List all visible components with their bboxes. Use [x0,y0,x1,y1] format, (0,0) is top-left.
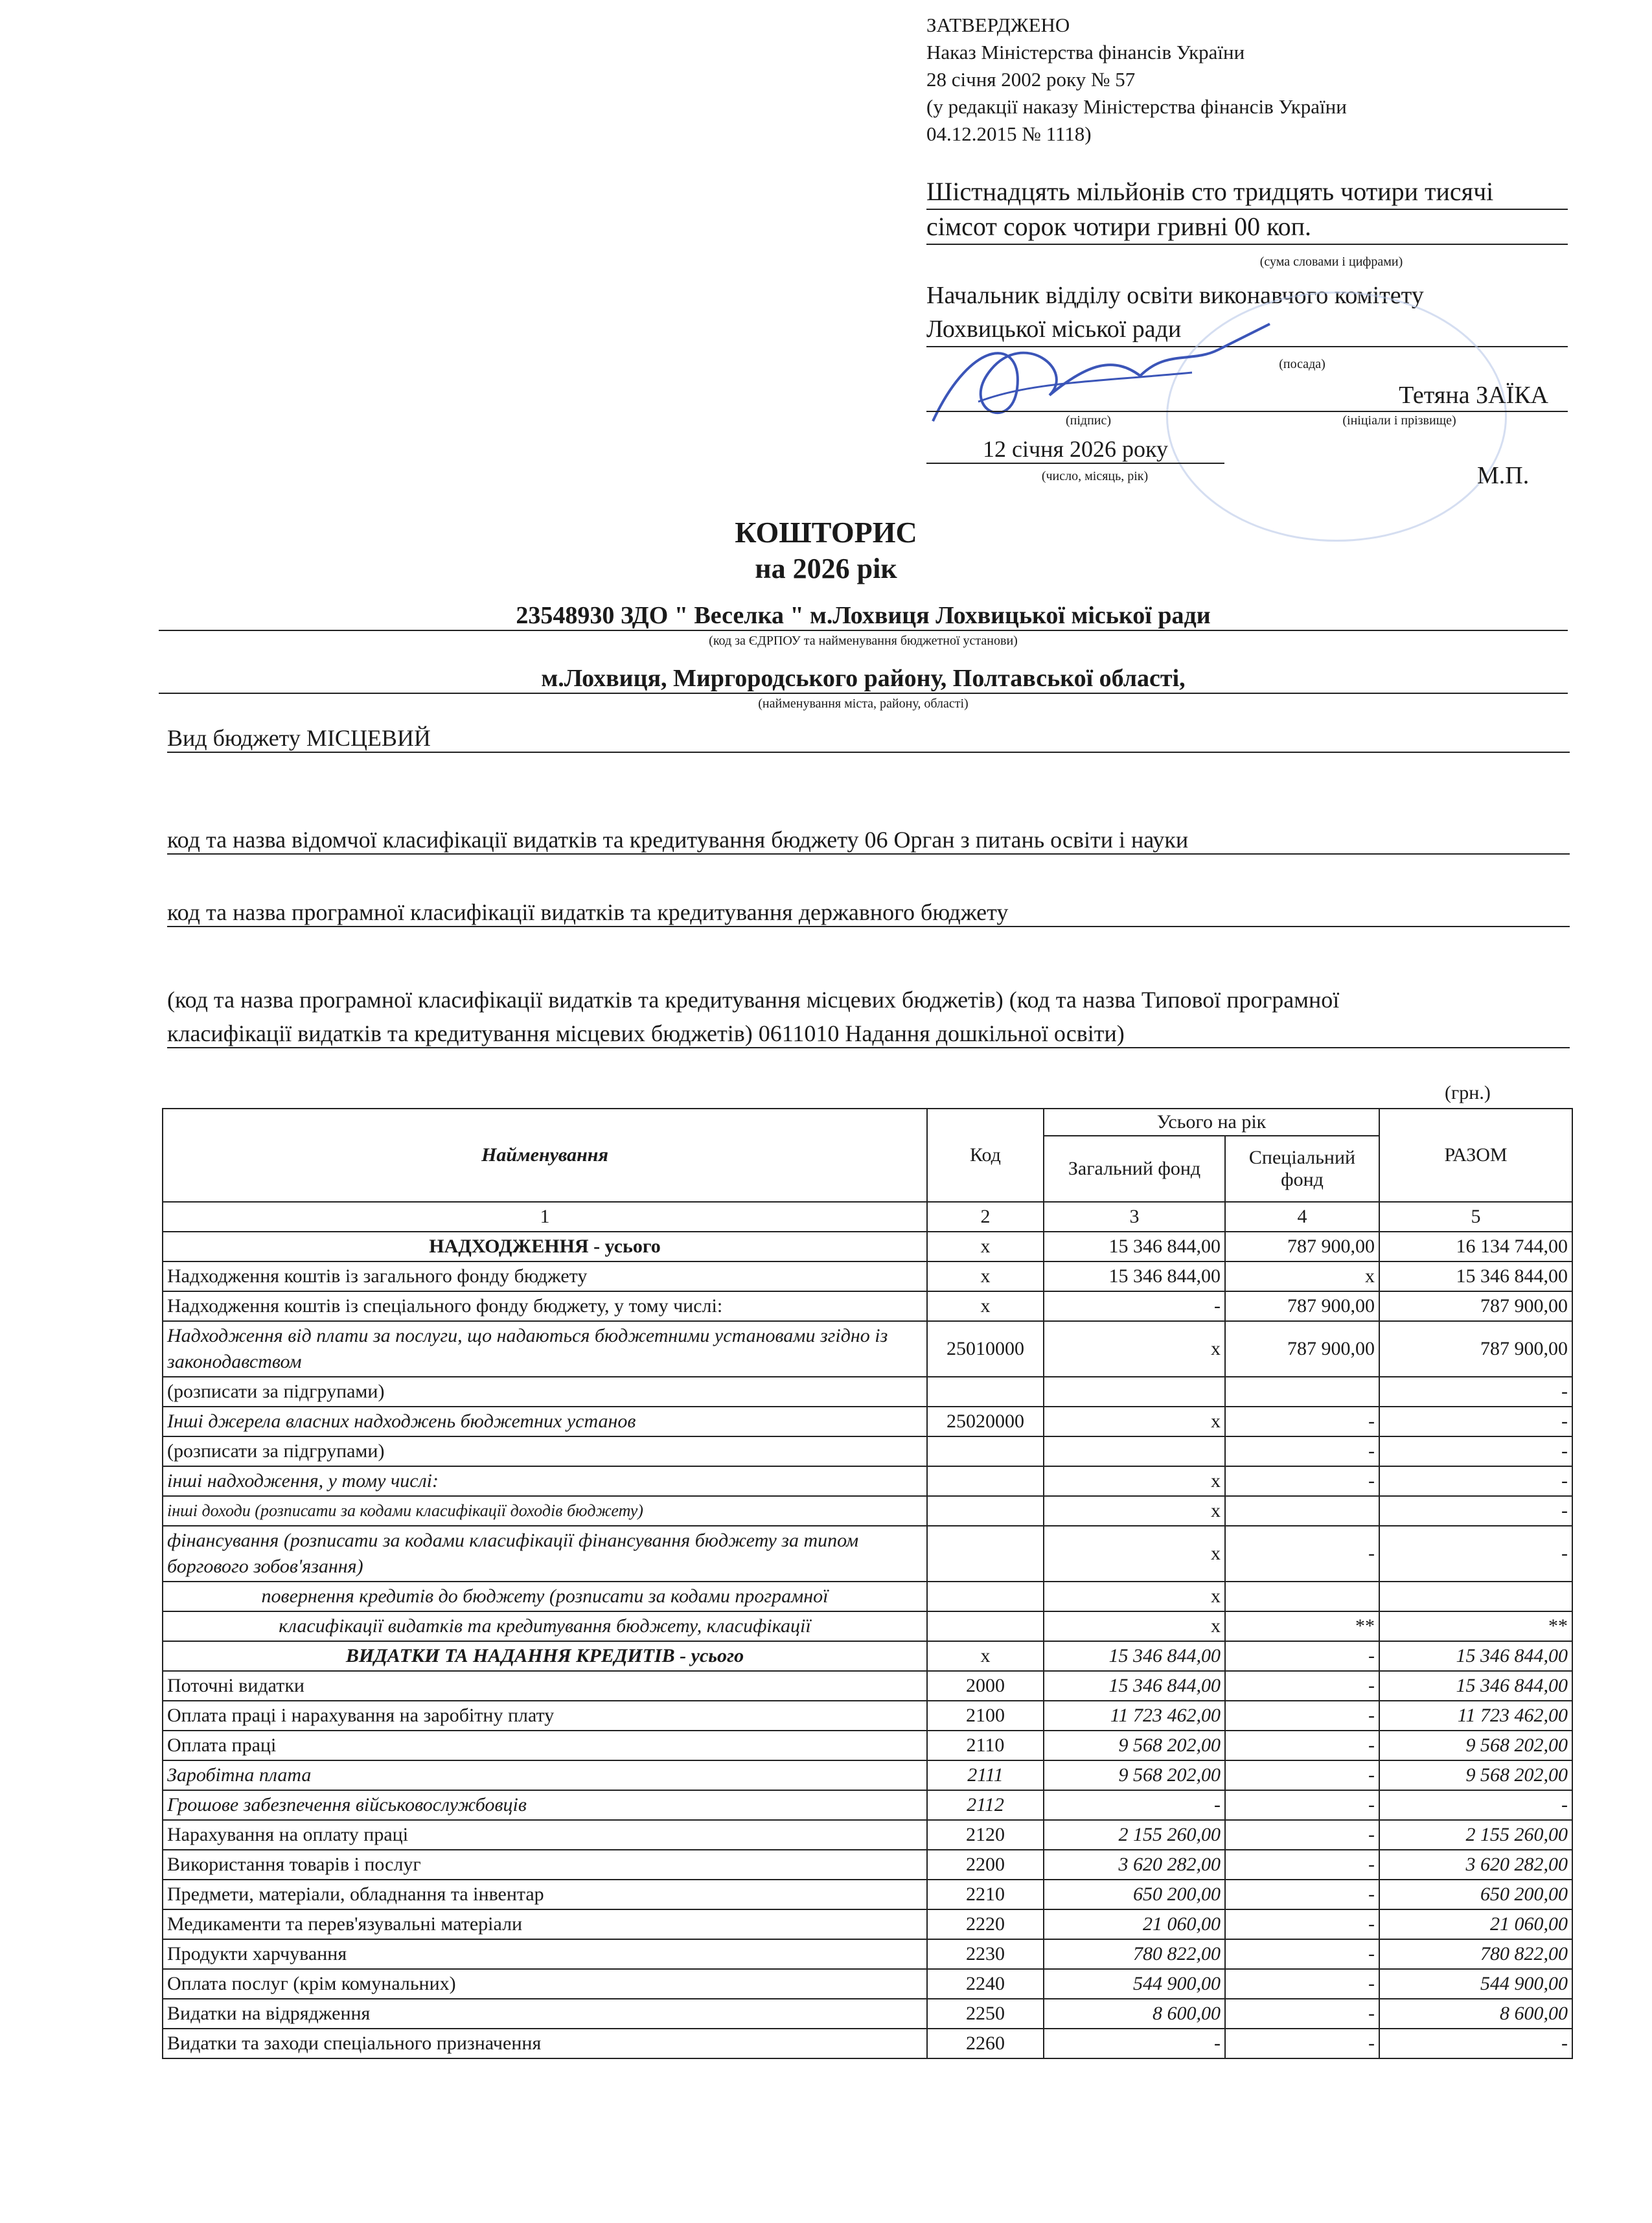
row-code: х [927,1261,1044,1291]
row-code: 2210 [927,1880,1044,1909]
table-row [163,1436,1572,1466]
row-general-fund: 2 155 260,00 [1044,1820,1225,1850]
table-row [163,1407,1572,1436]
approval-block [926,12,1347,148]
table-row [163,1261,1572,1291]
table-row [163,1880,1572,1909]
row-special-fund: 787 900,00 [1225,1321,1379,1377]
table-row [163,1760,1572,1790]
row-general-fund: х [1044,1582,1225,1611]
row-special-fund: - [1225,1939,1379,1969]
column-number: 2 [927,1202,1044,1232]
document-title: КОШТОРИС [735,516,917,549]
institution-caption: (код за ЄДРПОУ та найменування бюджетної установи) [709,634,1018,648]
row-code [927,1466,1044,1496]
row-special-fund: - [1225,1850,1379,1880]
department-classification: код та назва відомчої класифікації видатків та кредитування бюджету 06 Орган з питань освіти і науки [167,826,1570,855]
row-total: - [1379,1407,1572,1436]
row-total [1379,1582,1572,1611]
city-caption: (найменування міста, району, області) [758,697,969,711]
row-total: - [1379,1377,1572,1407]
approval-edition-date: 04.12.2015 № 1118) [926,122,1092,145]
row-code [927,1611,1044,1641]
table-row [163,1969,1572,1999]
row-general-fund: 650 200,00 [1044,1880,1225,1909]
table-row [163,1671,1572,1701]
table-row [163,1321,1572,1377]
row-special-fund: 787 900,00 [1225,1232,1379,1261]
row-special-fund: 787 900,00 [1225,1291,1379,1321]
row-special-fund: - [1225,1641,1379,1671]
signature-caption: (підпис) [1065,413,1112,428]
row-code: 2120 [927,1820,1044,1850]
row-special-fund: - [1225,1701,1379,1731]
row-name: фінансування (розписати за кодами класифікації фінансування бюджету за типом боргового зобов'язання) [163,1526,927,1582]
state-program-classification: код та назва програмної класифікації видатків та кредитування державного бюджету [167,899,1570,927]
row-general-fund: х [1044,1407,1225,1436]
row-name: інші надходження, у тому числі: [163,1466,927,1496]
signature-date: 12 січня 2026 року [926,435,1224,464]
row-total: 780 822,00 [1379,1939,1572,1969]
row-code [927,1496,1044,1526]
row-code: 2260 [927,2029,1044,2058]
table-row [163,1731,1572,1760]
row-special-fund: - [1225,1969,1379,1999]
sum-line-2: сімсот сорок чотири гривні 00 коп. [926,210,1568,245]
row-total: 15 346 844,00 [1379,1261,1572,1291]
row-code: х [927,1641,1044,1671]
row-special-fund [1225,1582,1379,1611]
local-program-line-2: класифікації видатків та кредитування місцевих бюджетів) 0611010 Надання дошкільної освіти) [167,1020,1570,1048]
institution-city: м.Лохвиця, Миргородського району, Полтавської області, [159,664,1568,694]
row-special-fund: - [1225,1880,1379,1909]
row-total: - [1379,1526,1572,1582]
document-year: на 2026 рік [755,553,897,584]
header-special-fund: Спеціальний фонд [1225,1136,1379,1202]
row-total: ** [1379,1611,1572,1641]
row-name: Продукти харчування [163,1939,927,1969]
row-code: 2100 [927,1701,1044,1731]
row-name: Використання товарів і послуг [163,1850,927,1880]
row-general-fund: х [1044,1466,1225,1496]
row-name: Нарахування на оплату праці [163,1820,927,1850]
row-special-fund: х [1225,1261,1379,1291]
sum-caption: (сума словами і цифрами) [1259,255,1403,269]
row-general-fund [1044,1436,1225,1466]
row-general-fund: 15 346 844,00 [1044,1641,1225,1671]
row-code: 2220 [927,1909,1044,1939]
header-general-fund: Загальний фонд [1044,1136,1225,1202]
signature-row [926,381,1568,412]
row-code: 2240 [927,1969,1044,1999]
table-row [163,1496,1572,1526]
table-row [163,1909,1572,1939]
row-name: Інші джерела власних надходжень бюджетних установ [163,1407,927,1436]
row-special-fund: - [1225,1731,1379,1760]
position-caption: (посада) [1279,357,1325,371]
row-general-fund [1044,1377,1225,1407]
header-total: РАЗОМ [1379,1109,1572,1202]
row-code: 2000 [927,1671,1044,1701]
table-row [163,1641,1572,1671]
row-total: 787 900,00 [1379,1291,1572,1321]
row-total: - [1379,1436,1572,1466]
row-name: (розписати за підгрупами) [163,1377,927,1407]
header-year-total: Усього на рік [1044,1109,1379,1136]
row-special-fund: ** [1225,1611,1379,1641]
row-code: 2110 [927,1731,1044,1760]
row-name: повернення кредитів до бюджету (розписати за кодами програмної [163,1582,927,1611]
row-code: х [927,1291,1044,1321]
header-row-1 [163,1109,1572,1136]
approval-edition: (у редакції наказу Міністерства фінансів України [926,95,1347,118]
table-row [163,1939,1572,1969]
units-label: (грн.) [1445,1082,1491,1103]
column-number: 1 [163,1202,927,1232]
column-number: 4 [1225,1202,1379,1232]
row-code: 2230 [927,1939,1044,1969]
row-total: 3 620 282,00 [1379,1850,1572,1880]
row-general-fund: 15 346 844,00 [1044,1261,1225,1291]
table-row [163,1377,1572,1407]
row-total: - [1379,2029,1572,2058]
local-program-line-1: (код та назва програмної класифікації видатків та кредитування місцевих бюджетів) (код та назва Типової програмної [167,987,1340,1013]
table-row [163,1850,1572,1880]
name-caption: (ініціали і прізвище) [1342,413,1456,428]
approval-order: Наказ Міністерства фінансів України [926,41,1245,63]
row-general-fund: 9 568 202,00 [1044,1731,1225,1760]
row-general-fund: 11 723 462,00 [1044,1701,1225,1731]
row-total: 8 600,00 [1379,1999,1572,2029]
institution-name: 23548930 ЗДО " Веселка " м.Лохвиця Лохвицької міської ради [159,601,1568,631]
row-general-fund: х [1044,1611,1225,1641]
row-special-fund: - [1225,1790,1379,1820]
table-row [163,1999,1572,2029]
row-total: - [1379,1790,1572,1820]
row-name: Заробітна плата [163,1760,927,1790]
row-general-fund: - [1044,1291,1225,1321]
row-name: Оплата праці і нарахування на заробітну плату [163,1701,927,1731]
row-code: 25020000 [927,1407,1044,1436]
row-general-fund: - [1044,1790,1225,1820]
table-row [163,1291,1572,1321]
row-total: 11 723 462,00 [1379,1701,1572,1731]
row-name: Надходження коштів із загального фонду бюджету [163,1261,927,1291]
row-general-fund: х [1044,1526,1225,1582]
row-general-fund: 9 568 202,00 [1044,1760,1225,1790]
column-number: 5 [1379,1202,1572,1232]
row-name: Оплата послуг (крім комунальних) [163,1969,927,1999]
header-name: Найменування [163,1109,927,1202]
row-total: 15 346 844,00 [1379,1641,1572,1671]
row-general-fund: 544 900,00 [1044,1969,1225,1999]
row-general-fund: 8 600,00 [1044,1999,1225,2029]
row-general-fund: 3 620 282,00 [1044,1850,1225,1880]
row-special-fund: - [1225,1671,1379,1701]
row-name: класифікації видатків та кредитування бюджету, класифікації [163,1611,927,1641]
row-total: 9 568 202,00 [1379,1731,1572,1760]
row-total: 15 346 844,00 [1379,1671,1572,1701]
signer-name: Тетяна ЗАЇКА [1399,382,1548,409]
approval-title: ЗАТВЕРДЖЕНО [926,14,1070,36]
row-name: ВИДАТКИ ТА НАДАННЯ КРЕДИТІВ - усього [163,1641,927,1671]
row-name: Грошове забезпечення військовослужбовців [163,1790,927,1820]
row-name: Видатки на відрядження [163,1999,927,2029]
row-total: 650 200,00 [1379,1880,1572,1909]
row-total: 21 060,00 [1379,1909,1572,1939]
table-row [163,1701,1572,1731]
row-general-fund: 780 822,00 [1044,1939,1225,1969]
sum-line-1: Шістнадцять мільйонів сто тридцять чотири тисячі [926,175,1568,210]
stamp-mark: М.П. [1477,462,1530,489]
row-name: Поточні видатки [163,1671,927,1701]
row-total: 2 155 260,00 [1379,1820,1572,1850]
approval-date: 28 січня 2002 року № 57 [926,68,1136,91]
row-code: х [927,1232,1044,1261]
row-name: (розписати за підгрупами) [163,1436,927,1466]
row-general-fund: - [1044,2029,1225,2058]
date-caption: (число, місяць, рік) [1041,469,1149,483]
budget-type: Вид бюджету МІСЦЕВИЙ [167,724,1570,753]
row-special-fund: - [1225,1526,1379,1582]
table-row [163,1820,1572,1850]
row-special-fund [1225,1496,1379,1526]
table-row [163,1466,1572,1496]
row-name: Надходження коштів із спеціального фонду бюджету, у тому числі: [163,1291,927,1321]
row-code: 2250 [927,1999,1044,2029]
row-general-fund: х [1044,1496,1225,1526]
row-special-fund: - [1225,1820,1379,1850]
row-code [927,1377,1044,1407]
row-code [927,1582,1044,1611]
row-name: Видатки та заходи спеціального призначення [163,2029,927,2058]
row-special-fund: - [1225,1407,1379,1436]
row-code: 2111 [927,1760,1044,1790]
row-general-fund: 21 060,00 [1044,1909,1225,1939]
table-row [163,2029,1572,2058]
row-total: 16 134 744,00 [1379,1232,1572,1261]
position-line-1: Начальник відділу освіти виконавчого комітету [926,282,1424,309]
row-special-fund: - [1225,1909,1379,1939]
row-special-fund: - [1225,1466,1379,1496]
row-name: Оплата праці [163,1731,927,1760]
header-code: Код [927,1109,1044,1202]
signature-underline [926,411,1568,412]
position-line-2: Лохвицької міської ради [926,312,1568,347]
table-row [163,1526,1572,1582]
estimate-table [162,1108,1573,2059]
row-name: НАДХОДЖЕННЯ - усього [163,1232,927,1261]
row-code: 2112 [927,1790,1044,1820]
row-total: - [1379,1496,1572,1526]
row-code: 2200 [927,1850,1044,1880]
table-row [163,1582,1572,1611]
table-row [163,1611,1572,1641]
row-code [927,1526,1044,1582]
row-general-fund: 15 346 844,00 [1044,1671,1225,1701]
row-total: 9 568 202,00 [1379,1760,1572,1790]
row-name: інші доходи (розписати за кодами класифікації доходів бюджету) [163,1496,927,1526]
row-total: 787 900,00 [1379,1321,1572,1377]
row-special-fund: - [1225,1999,1379,2029]
row-special-fund: - [1225,2029,1379,2058]
row-special-fund [1225,1377,1379,1407]
row-code [927,1436,1044,1466]
row-code: 25010000 [927,1321,1044,1377]
column-numbers-row [163,1202,1572,1232]
row-total: 544 900,00 [1379,1969,1572,1999]
row-name: Медикаменти та перев'язувальні матеріали [163,1909,927,1939]
row-general-fund: х [1044,1321,1225,1377]
row-special-fund: - [1225,1760,1379,1790]
row-total: - [1379,1466,1572,1496]
table-row [163,1232,1572,1261]
table-row [163,1790,1572,1820]
sum-in-words [926,175,1568,279]
row-name: Надходження від плати за послуги, що надаються бюджетними установами згідно із законодавством [163,1321,927,1377]
row-general-fund: 15 346 844,00 [1044,1232,1225,1261]
row-name: Предмети, матеріали, обладнання та інвентар [163,1880,927,1909]
column-number: 3 [1044,1202,1225,1232]
row-special-fund: - [1225,1436,1379,1466]
